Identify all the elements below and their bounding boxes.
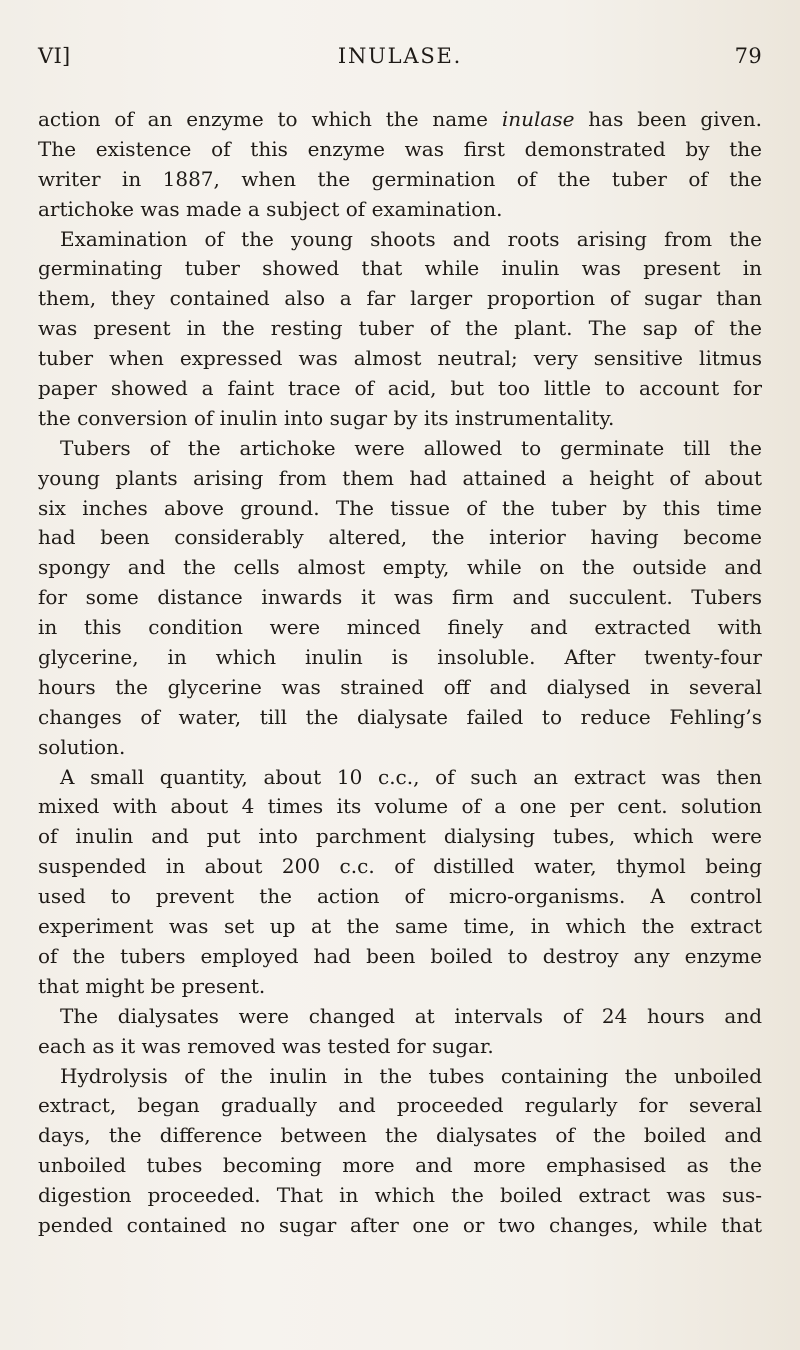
- page-number: 79: [734, 44, 762, 68]
- text-line: that might be present.: [38, 973, 266, 998]
- text-line: tuber when expressed was almost neutral; very sensitive litmus: [38, 346, 762, 371]
- text-line: action of an enzyme to which the name inulase has been given.: [38, 107, 762, 131]
- chapter-number: VI]: [38, 44, 71, 68]
- running-title: INULASE.: [337, 44, 463, 68]
- text-line: glycerine, in which inulin is insoluble. After twenty-four: [38, 645, 762, 670]
- text-line: solution.: [38, 734, 126, 759]
- text-line: in this condition were minced finely and extracted with: [38, 615, 762, 640]
- text-line: unboiled tubes becoming more and more emphasised as the: [38, 1153, 762, 1178]
- emphasized-term: inulase: [501, 107, 575, 131]
- text-line: pended contained no sugar after one or two changes, while that: [38, 1212, 762, 1237]
- text-line: of inulin and put into parchment dialysing tubes, which were: [38, 824, 762, 849]
- text-line: suspended in about 200 c.c. of distilled water, thymol being: [38, 854, 762, 879]
- text-line: writer in 1887, when the germination of the tuber of the: [38, 166, 762, 191]
- text-line: Examination of the young shoots and roots arising from the: [60, 226, 762, 251]
- text-line: them, they contained also a far larger proportion of sugar than: [38, 286, 762, 311]
- text-line: had been considerably altered, the interior having become: [38, 525, 762, 550]
- text-line: experiment was set up at the same time, in which the extract: [38, 914, 762, 939]
- text-line: each as it was removed was tested for sugar.: [38, 1033, 494, 1058]
- text-line: The existence of this enzyme was first demonstrated by the: [38, 136, 762, 161]
- text-line: young plants arising from them had attained a height of about: [38, 465, 762, 490]
- text-line: Hydrolysis of the inulin in the tubes containing the unboiled: [60, 1063, 762, 1088]
- text-line: was present in the resting tuber of the plant. The sap of the: [38, 316, 762, 341]
- text-line: digestion proceeded. That in which the boiled extract was sus-: [38, 1183, 762, 1208]
- text-line: days, the difference between the dialysates of the boiled and: [38, 1123, 762, 1148]
- running-header: [38, 44, 762, 76]
- text-line: six inches above ground. The tissue of the tuber by this time: [38, 495, 762, 520]
- text-line: Tubers of the artichoke were allowed to germinate till the: [60, 435, 762, 460]
- text-line: for some distance inwards it was firm and succulent. Tubers: [38, 585, 762, 610]
- text-line: used to prevent the action of micro-organisms. A control: [38, 884, 762, 909]
- text-line: artichoke was made a subject of examination.: [38, 196, 503, 221]
- text-line: The dialysates were changed at intervals of 24 hours and: [60, 1003, 762, 1028]
- text-line: of the tubers employed had been boiled to destroy any enzyme: [38, 943, 762, 968]
- text-line: extract, began gradually and proceeded regularly for several: [38, 1093, 762, 1118]
- text-line: A small quantity, about 10 c.c., of such an extract was then: [60, 764, 762, 789]
- text-line: changes of water, till the dialysate failed to reduce Fehling’s: [38, 704, 762, 729]
- text-line: the conversion of inulin into sugar by its instrumentality.: [38, 405, 615, 430]
- text-line: spongy and the cells almost empty, while on the outside and: [38, 555, 762, 580]
- body-text: [38, 105, 762, 1241]
- text-line: paper showed a faint trace of acid, but too little to account for: [38, 376, 762, 401]
- text-line: mixed with about 4 times its volume of a one per cent. solution: [38, 794, 762, 819]
- text-line: germinating tuber showed that while inulin was present in: [38, 256, 762, 281]
- text-line: hours the glycerine was strained off and dialysed in several: [38, 674, 762, 699]
